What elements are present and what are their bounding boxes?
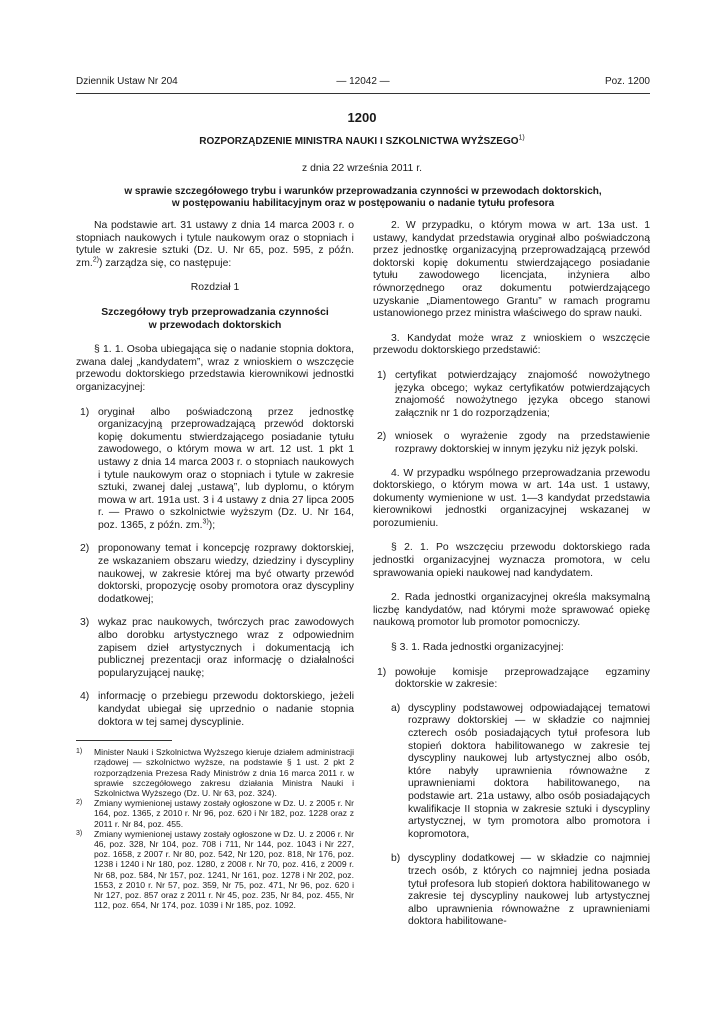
list-item (76, 617, 354, 680)
regulation-subject (76, 186, 650, 210)
left-column (76, 220, 354, 910)
right-column (373, 220, 650, 941)
subject-line: w postępowaniu habilitacyjnym oraz w postępowaniu o nadanie tytułu profesora (171, 198, 555, 209)
list-item (76, 691, 354, 729)
page-header (76, 76, 650, 90)
paragraph: 2. Rada jednostki organizacyjnej określa maksymalną liczbę kandydatów, nad którymi może sprawować opiekę naukową promotor lub promotor pomocniczy. (373, 592, 650, 629)
footnote-text: Zmiany wymienionej ustawy zostały ogłoszone w Dz. U. z 2006 r. Nr 46, poz. 328, Nr 104, poz. 708 i 711, Nr 144, poz. 1043 i Nr 227, poz. 1658, z 2007 r. Nr 80, poz. 542, Nr 120, poz. 818, Nr 176, poz. 1238 i 1240 i Nr 180, poz. 1280, z 2008 r. Nr 70, poz. 416, z 2009 r. Nr 68, poz. 584, Nr 157, poz. 1241, Nr 161, poz. 1278 i Nr 202, poz. 1553, z 2010 r. Nr 57, poz. 359, Nr 75, poz. 471, Nr 96, poz. 620 i Nr 127, poz. 857 oraz z 2011 r. Nr 45, poz. 235, Nr 84, poz. 455, Nr 112, poz. 654, Nr 174, poz. 1039 i Nr 185, poz. 1092. (94, 828, 354, 911)
item-text-part: ); (208, 519, 216, 531)
item-text: certyfikat potwierdzający znajomość nowożytnego języka obcego; wykaz certyfikatów potwierdzających znajomość nowożytnego języka obcego stanowi załącznik nr 1 do rozporządzenia; (395, 369, 650, 419)
item-text: powołuje komisje przeprowadzające egzaminy doktorskie w zakresie: (395, 666, 650, 691)
item-text: dyscypliny podstawowej odpowiadającej tematowi rozprawy doktorskiej — w składzie co najmniej czterech osób posiadających tytuł profesora lub stopień doktora habilitowanego w zakresie tej dyscypliny naukowej lub artystycznej albo osób, które nabyły uprawnienia równoważne z uprawnieniami doktora habilitowanego, na podstawie art. 21a ustawy, albo osób posiadających kwalifikacje II stopnia w zakresie sztuki i dyscypliny artystycznej, w tym promotora albo promotora i kopromotora, (408, 702, 650, 840)
item-marker: 3) (80, 617, 90, 629)
preamble-text: ) zarządza się, co następuje: (98, 257, 232, 269)
regulation-date: z dnia 22 września 2011 r. (302, 163, 422, 174)
item-text: wykaz prac naukowych, twórczych prac zawodowych albo dorobku artystycznego wraz z odpowiednim zapisem dzieł artystycznych i dokumentacją ich publicznej prezentacji oraz informację o działalności popularyzującej naukę; (98, 617, 354, 679)
list-item (373, 667, 650, 692)
regulation-title (0, 136, 724, 147)
sub-list-item (391, 703, 650, 842)
footnote-ref: 3) (202, 518, 209, 526)
item-marker: a) (391, 702, 401, 714)
footnote-marker: 2) (76, 799, 83, 807)
item-text (98, 407, 354, 533)
footnote-ref: 1) (518, 134, 525, 142)
footnote-text: Minister Nauki i Szkolnictwa Wyższego kieruje działem administracji rządowej — szkolnictwo wyższe, na podstawie § 1 ust. 2 pkt 2 rozporządzenia Prezesa Rady Ministrów z dnia 16 marca 2011 r. w sprawie szczegółowego zakresu działania Ministra Nauki i Szkolnictwa Wyższego (Dz. U. Nr 63, poz. 324). (94, 747, 354, 798)
item-marker: b) (391, 853, 401, 865)
item-text: dyscypliny dodatkowej — w składzie co najmniej trzech osób, z których co najmniej jedna posiada tytuł profesora lub stopień doktora habilitowanego w zakresie tej dyscypliny naukowej lub artystycznej albo uprawnienia równoważne z uprawnieniami doktora habilitowane- (408, 853, 650, 928)
journal-name: Dziennik Ustaw Nr 204 (76, 76, 178, 87)
preamble (76, 220, 354, 270)
chapter-title-line: Szczegółowy tryb przeprowadzania czynności (101, 306, 329, 318)
section-3-intro: § 3. 1. Rada jednostki organizacyjnej: (391, 642, 564, 654)
footnote (76, 798, 354, 829)
list-item (373, 431, 650, 456)
item-marker: 1) (377, 369, 387, 381)
document-number: 1200 (347, 110, 377, 125)
paragraph: 3. Kandydat może wraz z wnioskiem o wszczęcie przewodu doktorskiego przedstawić: (373, 332, 650, 357)
subject-line: w sprawie szczegółowego trybu i warunków przeprowadzania czynności w przewodach doktorskich, (124, 186, 602, 197)
paragraph: 2. W przypadku, o którym mowa w art. 13a ust. 1 ustawy, kandydat przedstawia oryginał albo poświadczoną przez jednostkę organizacyjną przeprowadzającą przewód doktorski kopię dokumentu stwierdzającego posiadanie tytułu zawodowego licencjata, inżyniera albo równorzędnego oraz dokumentu potwierdzającego uzyskanie „Diamentowego Grantu” w ramach programu ustanowionego przez ministra właściwego do spraw nauki. (373, 220, 650, 320)
item-marker: 1) (377, 666, 387, 678)
item-text: proponowany temat i koncepcję rozprawy doktorskiej, ze wskazaniem obszaru wiedzy, dziedziny i dyscypliny naukowej, w zakresie której ma być otwarty przewód doktorski, propozycję osoby promotora oraz dyscypliny dodatkowej; (98, 543, 354, 605)
list-item (76, 407, 354, 533)
footnote-marker: 3) (76, 829, 83, 837)
regulation-title-text: ROZPORZĄDZENIE MINISTRA NAUKI I SZKOLNICTWA WYŻSZEGO (199, 136, 519, 147)
paragraph: 4. W przypadku wspólnego przeprowadzania przewodu doktorskiego, o którym mowa w art. 14a ust. 1 ustawy, dokumenty wymienione w ust. 1—3 kandydat przedstawia kierownikowi jednostki organizacyjnej wskazanej w porozumieniu. (373, 467, 650, 529)
item-text: wniosek o wyrażenie zgody na przedstawienie rozprawy doktorskiej w innym języku niż język polski. (395, 431, 650, 455)
page-number: — 12042 — (336, 76, 390, 87)
footnote-divider (76, 740, 172, 741)
footnote-marker: 1) (76, 748, 83, 756)
footnote (76, 829, 354, 911)
preamble-text: Na podstawie art. 31 ustawy z dnia 14 marca 2003 r. o stopniach naukowych i tytule naukowym oraz o stopniach i tytule w zakresie sztuki (Dz. U. Nr 65, poz. 595, z późn. zm. (76, 220, 354, 269)
item-marker: 1) (80, 406, 90, 418)
item-marker: 2) (80, 543, 90, 555)
list-item (76, 543, 354, 606)
footnote (76, 747, 354, 798)
footnote-text: Zmiany wymienionej ustawy zostały ogłoszone w Dz. U. z 2005 r. Nr 164, poz. 1365, z 2010 r. Nr 96, poz. 620 i Nr 182, poz. 1228 oraz z 2011 r. Nr 84, poz. 455. (94, 798, 354, 829)
position-number: Poz. 1200 (604, 76, 650, 87)
item-text-part: oryginał albo poświadczoną przez jednostkę organizacyjną przeprowadzającą przewód doktorski kopię dokumentu stwierdzającego posiadanie tytułu zawodowego, o którym mowa w art. 12 ust. 1 pkt 1 ustawy z dnia 14 marca 2003 r. o stopniach naukowych i tytule naukowym oraz o stopniach i tytule w zakresie sztuki, zwanej dalej „ustawą”, lub dyplomu, o którym mowa w art. 191a ust. 3 i 4 ustawy z dnia 27 lipca 2005 r. — Prawo o szkolnictwie wyższym (Dz. U. Nr 164, poz. 1365, z późn. zm. (98, 406, 354, 531)
item-marker: 2) (377, 431, 387, 443)
chapter-title (76, 307, 354, 332)
list-item (373, 370, 650, 420)
section-1-intro: § 1. 1. Osoba ubiegająca się o nadanie stopnia doktora, zwana dalej „kandydatem”, wraz z wnioskiem o wszczęcie przewodu doktorskiego przedstawia kierownikowi jednostki organizacyjnej: (76, 344, 354, 393)
footnote-ref: 2) (92, 256, 99, 264)
sub-list-item (391, 853, 650, 929)
header-divider (76, 93, 650, 94)
chapter-label: Rozdział 1 (190, 282, 240, 294)
chapter-title-line: w przewodach doktorskich (148, 319, 282, 331)
section-2-paragraph: § 2. 1. Po wszczęciu przewodu doktorskiego rada jednostki organizacyjnej wyznacza promotora, w celu sprawowania opieki naukowej nad kandydatem. (373, 542, 650, 579)
item-text: informację o przebiegu przewodu doktorskiego, jeżeli kandydat ubiegał się uprzednio o nadanie stopnia doktora w tej samej dyscyplinie. (98, 691, 354, 728)
item-marker: 4) (80, 691, 90, 703)
